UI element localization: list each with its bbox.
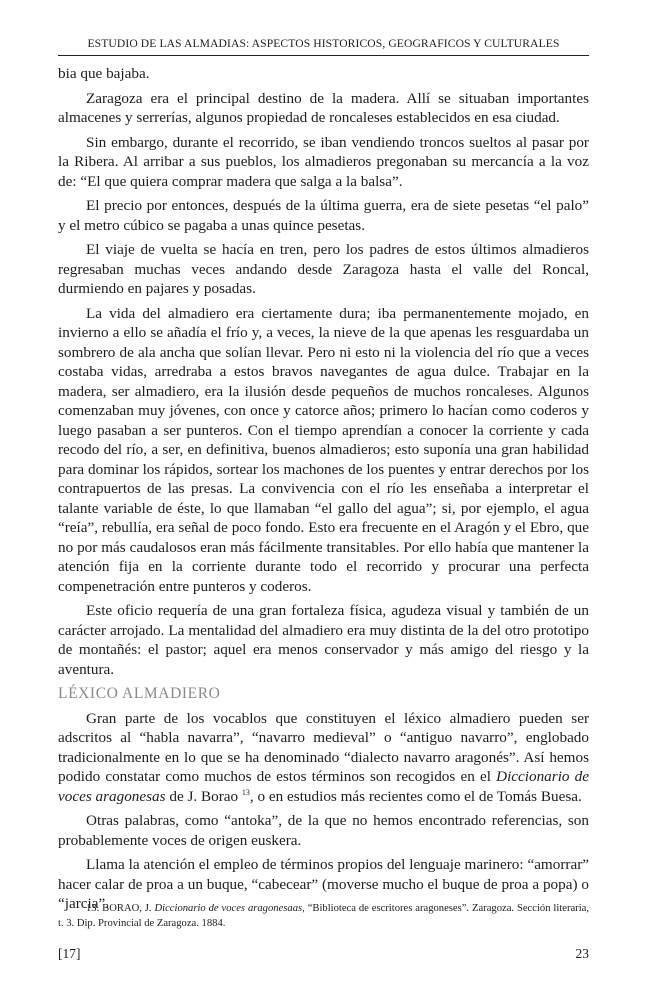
paragraph-8 (58, 709, 589, 807)
footnote-lead: 13. BORAO, J. (86, 903, 152, 914)
footnote-title: Diccionario de voces aragonesaas, (154, 903, 305, 914)
dictionary-title: Diccionario de voces aragonesas (58, 768, 590, 805)
paragraph-7: Este oficio requería de una gran fortaleza física, agudeza visual y también de un carácter arrojado. La mentalidad del almadiero era muy distinta de la del otro prototipo de montañés: el pastor; aquel era menos conservador y más amigo del riesgo y la aventura. (58, 602, 589, 678)
body-text (58, 64, 589, 919)
paragraph-3: Sin embargo, durante el recorrido, se iban vendiendo troncos sueltos al pasar por la Ribera. Al arribar a sus pueblos, los almadieros pregonaban su mercancía a la voz de: “El que quiera comprar madera que salga a la balsa”. (58, 133, 589, 190)
running-title: ESTUDIO DE LAS ALMADIAS: ASPECTOS HISTORICOS, GEOGRAFICOS Y CULTURALES (87, 37, 560, 50)
section-heading: LÉXICO ALMADIERO (58, 685, 221, 702)
footnote-13 (58, 901, 589, 931)
footnote-rest: “Biblioteca de escritores aragoneses”. Zaragoza. Sección literaria, t. 3. Dip. Provincial de Zaragoza. 1884. (58, 903, 589, 929)
paragraph-10: Llama la atención el empleo de términos propios del lenguaje marinero: “amorrar” hacer calar de proa a un buque, “cabecear” (moverse mucho el buque de proa a popa) o “jarcia”. (58, 856, 589, 912)
paragraph-8-text: Gran parte de los vocablos que constituyen el léxico almadiero pueden ser adscritos al “habla navarra”, “navarro medieval” o “antiguo navarro”, englobado tradicionalmente en lo que se ha denominado “dialecto navarro aragonés”. Así hemos podido constatar como muchos de estos términos son recogidos en el (58, 709, 589, 785)
header-rule (58, 55, 589, 56)
paragraph-2: Zaragoza era el principal destino de la madera. Allí se situaban importantes almacenes y serrerías, algunos propiedad de roncaleses establecidos en esa ciudad. (58, 89, 589, 126)
paragraph-4: El precio por entonces, después de la última guerra, era de siete pesetas “el palo” y el metro cúbico se pagaba a unas quince pesetas. (58, 197, 589, 234)
paragraph-8-author: de J. Borao (169, 787, 239, 805)
paragraph-1: bia que bajaba. (58, 65, 150, 82)
paragraph-5: El viaje de vuelta se hacía en tren, pero los padres de estos últimos almadieros regresaban muchas veces andando desde Zaragoza hasta el valle del Roncal, durmiendo en pajares y posadas. (58, 241, 589, 297)
paragraph-6: La vida del almadiero era ciertamente dura; iba permanentemente mojado, en invierno a ello se añadía el frío y, a veces, la nieve de la que apenas les resguardaba un sombrero de ala ancha que solían llevar. Pero ni esto ni la violencia del río que a veces costaba vidas, arredraba a estos bravos navegantes de agua dulce. Trabajar en la madera, ser almadiero, era la ilusión desde pequeños de muchos roncaleses. Algunos comenzaban muy jóvenes, con once y catorce años; primero lo hacían como coderos y luego pasaban a ser punteros. Con el tiempo aprendían a conocer la corriente y cada recodo del río, a ser, en definitiva, buenos almadieros; esto suponía una gran habilidad para dominar los rápidos, sortear los machones de los puentes y entrar derechos por los contrapuertos de las presas. La convivencia con el río les enseñaba a interpretar el talante variable de éste, lo que llamaban “el gallo del agua”; si, por ejemplo, el agua “reía”, rebullía, era señal de poco fondo. Esto era frecuente en el Aragón y el Ebro, que no por más caudalosos eran más fácilmente transitables. Por ello había que mantener la atención fija en la corriente durante todo el recorrido y procurar una perfecta compenetración entre punteros y coderos. (58, 304, 589, 595)
folio-left: [17] (58, 946, 81, 961)
paragraph-9: Otras palabras, como “antoka”, de la que no hemos encontrado referencias, son probablemente voces de origen euskera. (58, 812, 589, 849)
paragraph-8-end: , o en estudios más recientes como el de Tomás Buesa. (249, 787, 582, 805)
page-number: 23 (575, 946, 589, 961)
footnote-reference: 13 (241, 787, 250, 797)
